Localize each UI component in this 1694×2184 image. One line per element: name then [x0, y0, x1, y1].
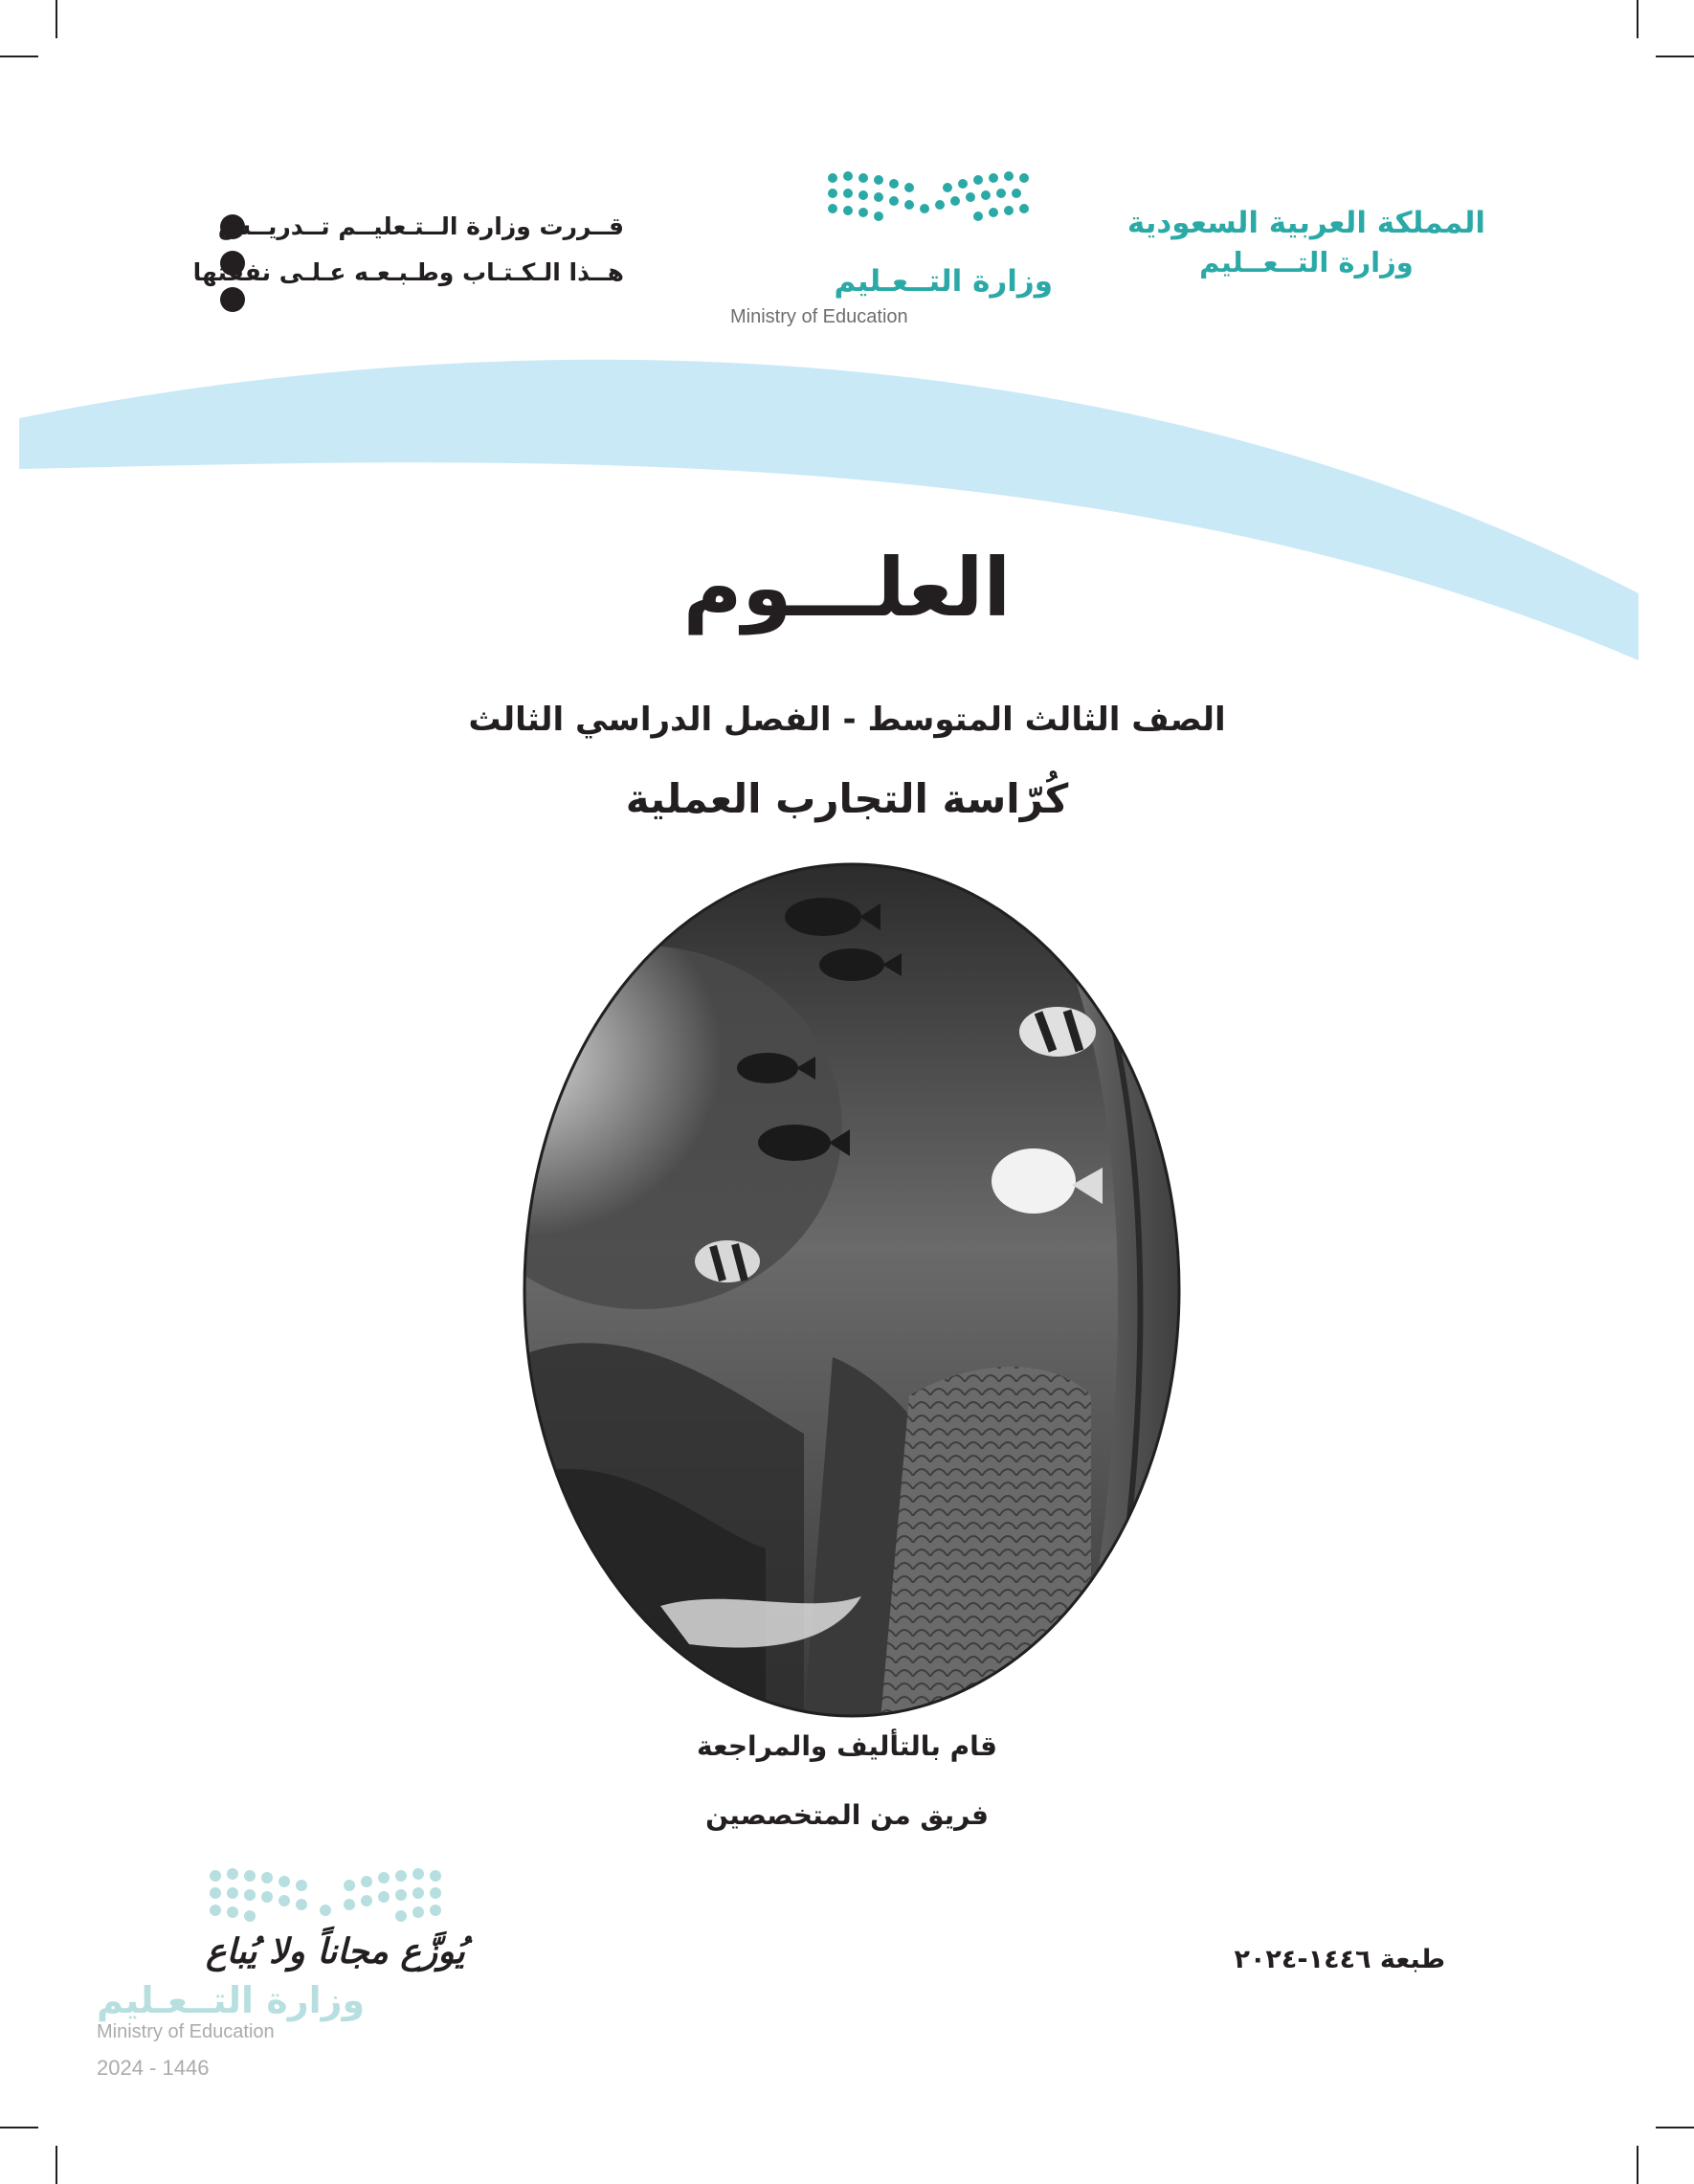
- credits-line-2: فريق من المتخصصين: [705, 1799, 989, 1831]
- moe-dots-icon: [206, 1866, 445, 1933]
- moe-arabic-name: وزارة التــعـليم: [834, 264, 1053, 299]
- kingdom-ministry-name: وزارة التــعــليم: [1199, 246, 1414, 279]
- grade-subtitle: الصف الثالث المتوسط - الفصل الدراسي الثالث: [468, 701, 1226, 739]
- kingdom-block: [1120, 206, 1493, 279]
- main-title: العلـــوم: [682, 541, 1012, 635]
- decree-line-2: هــذا الـكـتـاب وطـبـعـه عـلـى نفقتها: [192, 258, 624, 286]
- bullet-icon: [220, 287, 245, 312]
- edition-label: طبعة ١٤٤٦-٢٠٢٤: [1234, 1945, 1445, 1974]
- moe-dots-icon: [823, 170, 1034, 228]
- workbook-title: كُرّاسة التجارب العملية: [625, 775, 1069, 822]
- crop-mark: [56, 2146, 57, 2184]
- decree-line-1: قــررت وزارة الــتـعليــم تــدريــس: [217, 212, 624, 240]
- moe-logo: [727, 170, 1053, 333]
- crop-mark: [1656, 2127, 1694, 2128]
- distribution-logo: [91, 1866, 464, 2096]
- credits-line-1: قام بالتأليف والمراجعة: [697, 1730, 997, 1762]
- moe-english-name: Ministry of Education: [730, 306, 908, 327]
- crop-mark: [1637, 2146, 1638, 2184]
- free-distribution-slogan: يُوزَّع مجاناً ولا يُباع: [206, 1931, 465, 1972]
- kingdom-name: المملكة العربية السعودية: [1126, 206, 1486, 240]
- crop-mark: [0, 2127, 38, 2128]
- cover-image-oval: [517, 859, 1187, 1721]
- distribution-moe-arabic: وزارة التــعـليم: [97, 1979, 366, 2021]
- distribution-year: 2024 - 1446: [97, 2056, 210, 2080]
- distribution-moe-english: Ministry of Education: [97, 2021, 275, 2042]
